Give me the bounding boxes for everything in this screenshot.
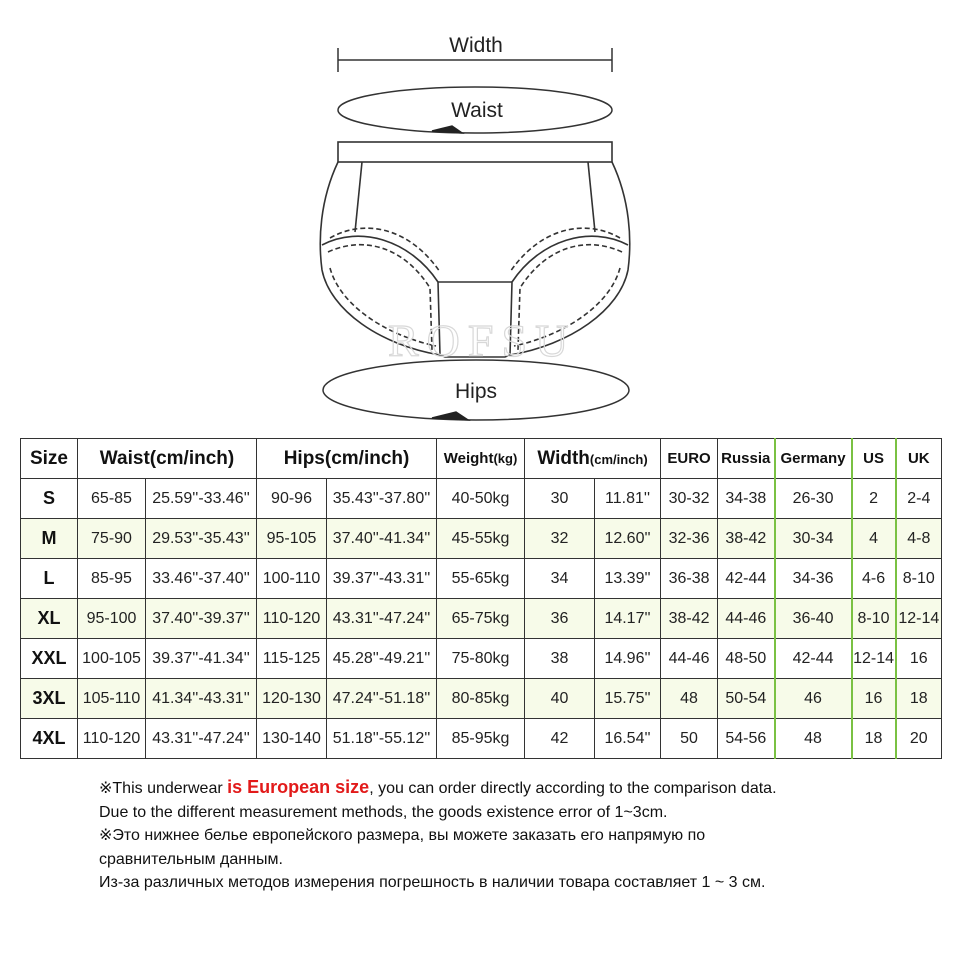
cell-germany: 30-34 [775,519,852,559]
note-line-1-prefix: ※This underwear [99,780,228,797]
cell-weight: 80-85kg [437,679,525,719]
table-row [21,559,942,599]
header-weight-main: Weight [443,450,494,467]
cell-uk: 2-4 [896,479,942,519]
cell-us: 12-14 [852,639,896,679]
cell-russia: 34-38 [718,479,775,519]
cell-hips-cm: 95-105 [257,519,327,559]
cell-hips-cm: 130-140 [257,719,327,759]
size-chart-table [20,438,942,759]
table-row [21,599,942,639]
header-euro: EURO [661,439,718,479]
european-size-highlight: is European size [227,777,370,797]
cell-waist-in: 33.46''-37.40'' [146,559,257,599]
cell-hips-cm: 90-96 [257,479,327,519]
cell-germany: 42-44 [775,639,852,679]
header-us: US [852,439,896,479]
cell-hips-in: 35.43''-37.80'' [327,479,437,519]
cell-russia: 42-44 [718,559,775,599]
cell-waist-in: 25.59''-33.46'' [146,479,257,519]
size-notes [99,776,939,895]
cell-euro: 32-36 [661,519,718,559]
cell-hips-in: 45.28''-49.21'' [327,639,437,679]
cell-width-in: 12.60'' [595,519,661,559]
header-waist: Waist(cm/inch) [78,439,257,479]
note-line-1 [99,776,939,801]
cell-germany: 46 [775,679,852,719]
cell-width-in: 14.96'' [595,639,661,679]
cell-width-cm: 38 [525,639,595,679]
cell-waist-in: 41.34''-43.31'' [146,679,257,719]
header-russia: Russia [718,439,775,479]
cell-size: L [21,559,78,599]
cell-euro: 50 [661,719,718,759]
cell-waist-cm: 105-110 [78,679,146,719]
underwear-measurement-diagram [0,0,960,430]
cell-euro: 36-38 [661,559,718,599]
note-line-4: сравнительным данным. [99,850,283,868]
cell-weight: 40-50kg [437,479,525,519]
cell-width-cm: 30 [525,479,595,519]
cell-waist-in: 29.53''-35.43'' [146,519,257,559]
cell-hips-cm: 115-125 [257,639,327,679]
cell-germany: 36-40 [775,599,852,639]
cell-waist-in: 39.37''-41.34'' [146,639,257,679]
header-weight [437,439,525,479]
cell-width-in: 16.54'' [595,719,661,759]
cell-us: 4-6 [852,559,896,599]
cell-hips-in: 39.37''-43.31'' [327,559,437,599]
cell-waist-cm: 100-105 [78,639,146,679]
cell-russia: 54-56 [718,719,775,759]
cell-uk: 16 [896,639,942,679]
cell-width-in: 15.75'' [595,679,661,719]
cell-uk: 4-8 [896,519,942,559]
cell-euro: 48 [661,679,718,719]
note-line-5: Из-за различных методов измерения погрешность в наличии товара составляет 1 ~ 3 см. [99,874,766,891]
header-hips: Hips(cm/inch) [257,439,437,479]
cell-size: 4XL [21,719,78,759]
cell-width-cm: 34 [525,559,595,599]
cell-size: M [21,519,78,559]
cell-uk: 18 [896,679,942,719]
cell-us: 4 [852,519,896,559]
watermark-logo: ROFSU [388,315,577,366]
note-line-3: ※Это нижнее белье европейского размера, вы можете заказать его напрямую по [99,827,706,844]
cell-germany: 48 [775,719,852,759]
table-row [21,519,942,559]
cell-uk: 20 [896,719,942,759]
cell-us: 16 [852,679,896,719]
header-germany: Germany [775,439,852,479]
table-row [21,639,942,679]
cell-width-cm: 32 [525,519,595,559]
cell-uk: 12-14 [896,599,942,639]
cell-euro: 44-46 [661,639,718,679]
cell-weight: 55-65kg [437,559,525,599]
header-weight-unit: (kg) [493,451,518,466]
note-line-2: Due to the different measurement methods, the goods existence error of 1~3cm. [99,803,668,821]
table-row [21,479,942,519]
header-uk: UK [896,439,942,479]
cell-uk: 8-10 [896,559,942,599]
cell-width-in: 14.17'' [595,599,661,639]
header-width-unit: (cm/inch) [589,451,648,467]
note-line-1-suffix: , you can order directly according to the comparison data. [369,780,777,797]
cell-waist-in: 37.40''-39.37'' [146,599,257,639]
table-header-row [21,439,942,479]
cell-waist-cm: 85-95 [78,559,146,599]
cell-russia: 50-54 [718,679,775,719]
table-body [21,479,942,759]
header-size: Size [21,439,78,479]
cell-waist-cm: 75-90 [78,519,146,559]
cell-germany: 26-30 [775,479,852,519]
cell-size: XXL [21,639,78,679]
cell-size: XL [21,599,78,639]
cell-russia: 48-50 [718,639,775,679]
cell-size: 3XL [21,679,78,719]
cell-width-in: 11.81'' [595,479,661,519]
cell-weight: 85-95kg [437,719,525,759]
table-row [21,719,942,759]
header-width-main: Width [537,447,590,469]
header-width [525,439,661,479]
cell-hips-in: 37.40''-41.34'' [327,519,437,559]
cell-hips-in: 43.31''-47.24'' [327,599,437,639]
cell-russia: 44-46 [718,599,775,639]
cell-width-cm: 40 [525,679,595,719]
cell-waist-cm: 110-120 [78,719,146,759]
cell-us: 18 [852,719,896,759]
cell-width-cm: 42 [525,719,595,759]
waist-label: Waist [451,99,503,122]
width-label: Width [449,34,503,57]
cell-width-cm: 36 [525,599,595,639]
cell-germany: 34-36 [775,559,852,599]
cell-hips-cm: 100-110 [257,559,327,599]
cell-euro: 38-42 [661,599,718,639]
cell-hips-in: 47.24''-51.18'' [327,679,437,719]
cell-hips-cm: 110-120 [257,599,327,639]
cell-width-in: 13.39'' [595,559,661,599]
cell-size: S [21,479,78,519]
cell-euro: 30-32 [661,479,718,519]
cell-weight: 45-55kg [437,519,525,559]
hips-label: Hips [454,380,498,403]
table-row [21,679,942,719]
cell-hips-in: 51.18''-55.12'' [327,719,437,759]
cell-weight: 75-80kg [437,639,525,679]
cell-us: 2 [852,479,896,519]
cell-waist-in: 43.31''-47.24'' [146,719,257,759]
cell-hips-cm: 120-130 [257,679,327,719]
cell-weight: 65-75kg [437,599,525,639]
cell-russia: 38-42 [718,519,775,559]
cell-waist-cm: 95-100 [78,599,146,639]
cell-waist-cm: 65-85 [78,479,146,519]
cell-us: 8-10 [852,599,896,639]
